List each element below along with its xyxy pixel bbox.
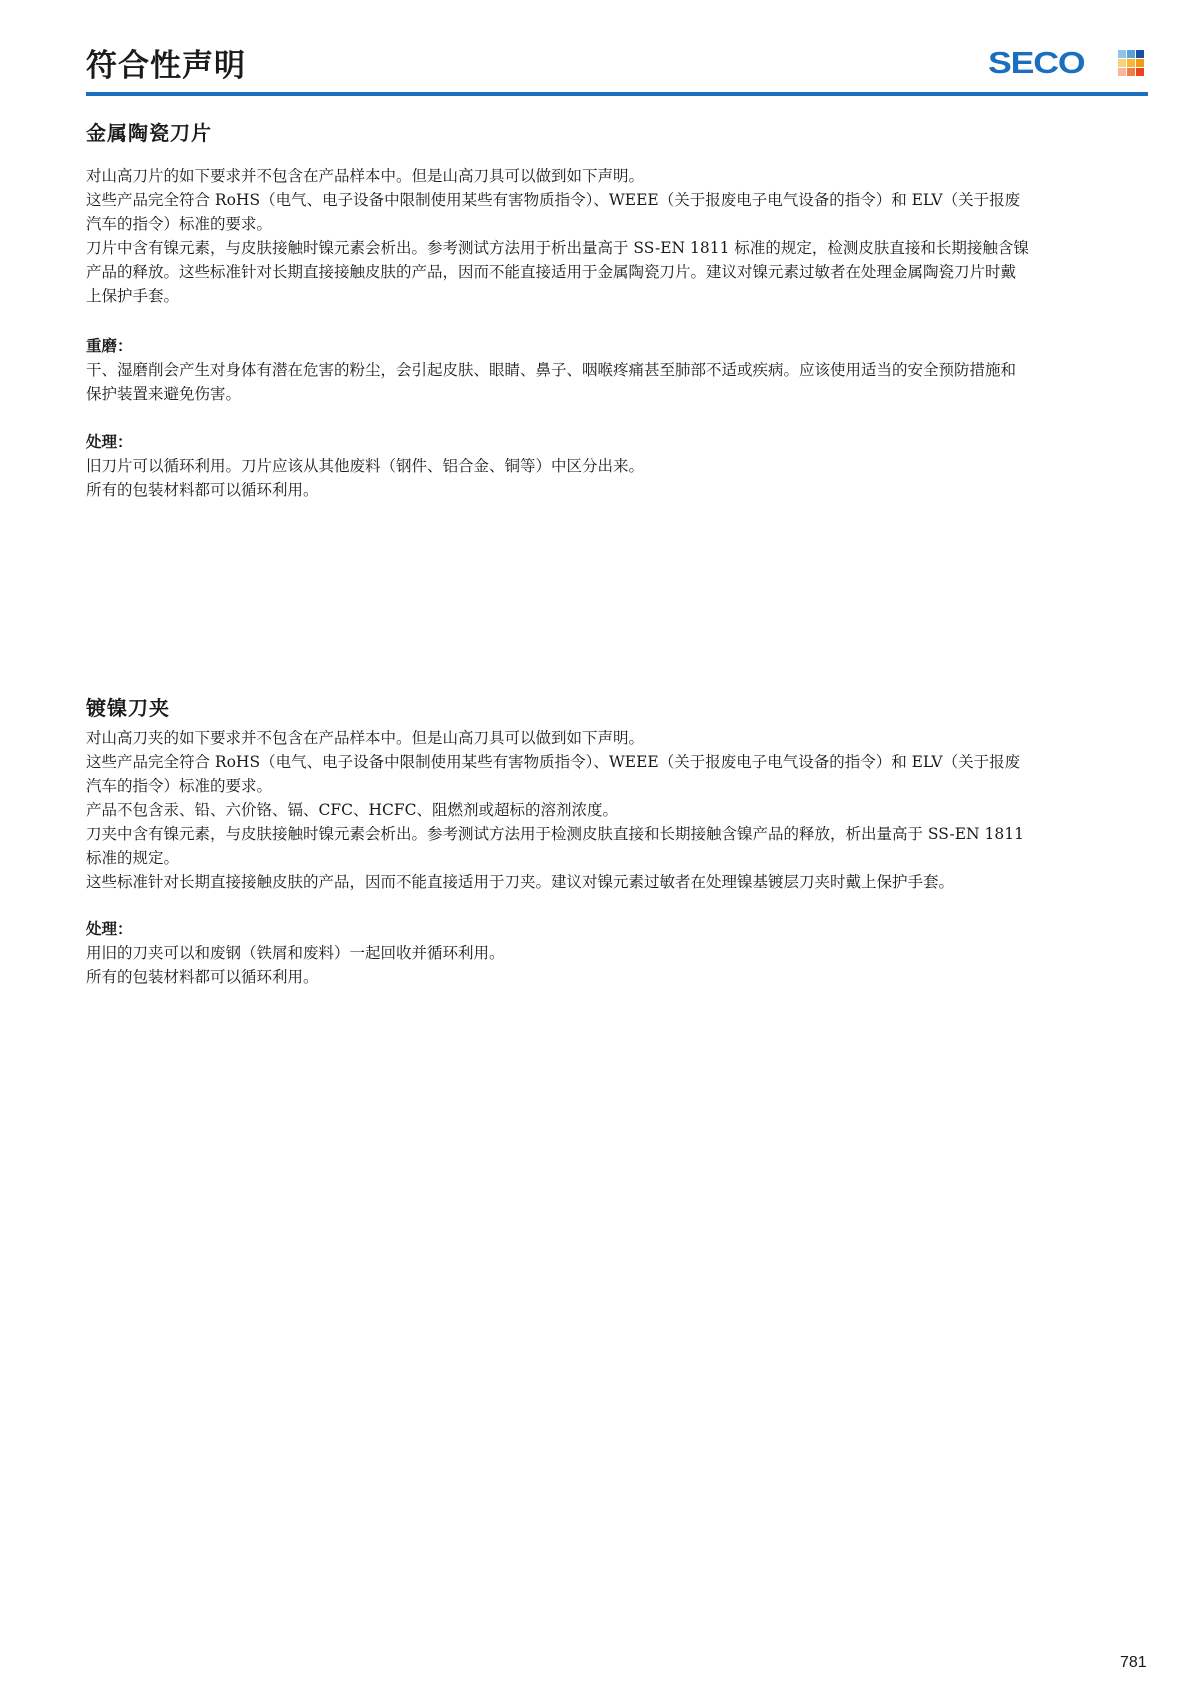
text-line: 标准的规定。: [86, 849, 180, 867]
text-line: 这些产品完全符合 RoHS（电气、电子设备中限制使用某些有害物质指令）、WEEE（关于报废电子电气设备的指令）和 ELV（关于报废: [86, 753, 1021, 771]
text-line: 这些产品完全符合 RoHS（电气、电子设备中限制使用某些有害物质指令）、WEEE（关于报废电子电气设备的指令）和 ELV（关于报废: [86, 191, 1021, 209]
page-title: 符合性声明: [86, 48, 246, 84]
text-line: 干、湿磨削会产生对身体有潜在危害的粉尘，会引起皮肤、眼睛、鼻子、咽喉疼痛甚至肺部不适或疾病。应该使用适当的安全预防措施和: [86, 361, 1017, 379]
section-heading-cermet: 金属陶瓷刀片: [86, 121, 212, 145]
holders-disposal: [86, 917, 505, 989]
cermet-intro: [86, 164, 1029, 308]
text-line: 刀片中含有镍元素，与皮肤接触时镍元素会析出。参考测试方法用于析出量高于 SS-EN 1811 标准的规定，检测皮肤直接和长期接触含镍: [86, 239, 1029, 257]
text-line: 这些标准针对长期直接接触皮肤的产品，因而不能直接适用于刀夹。建议对镍元素过敏者在处理镍基镀层刀夹时戴上保护手套。: [86, 873, 955, 891]
seco-logo: [988, 45, 1146, 80]
text-line: 旧刀片可以循环利用。刀片应该从其他废料（钢件、铝合金、铜等）中区分出来。: [86, 457, 645, 475]
text-line: 所有的包装材料都可以循环利用。: [86, 968, 319, 986]
text-line: 对山高刀片的如下要求并不包含在产品样本中。但是山高刀具可以做到如下声明。: [86, 167, 645, 185]
text-line: 所有的包装材料都可以循环利用。: [86, 481, 319, 499]
text-line: 汽车的指令）标准的要求。: [86, 777, 273, 795]
cermet-disposal: [86, 430, 644, 502]
page-number: 781: [1120, 1654, 1147, 1671]
section-heading-nickel-holders: 镀镍刀夹: [86, 696, 170, 720]
text-line: 产品的释放。这些标准针对长期直接接触皮肤的产品，因而不能直接适用于金属陶瓷刀片。建议对镍元素过敏者在处理金属陶瓷刀片时戴: [86, 263, 1017, 281]
disposal-label: 处理：: [86, 919, 133, 938]
logo-text: SECO: [988, 45, 1085, 80]
regrind-label: 重磨：: [86, 336, 133, 355]
text-line: 上保护手套。: [86, 287, 180, 305]
cermet-regrind: [86, 334, 1016, 406]
holders-intro: [86, 726, 1024, 894]
text-line: 用旧的刀夹可以和废钢（铁屑和废料）一起回收并循环利用。: [86, 944, 505, 962]
text-line: 汽车的指令）标准的要求。: [86, 215, 273, 233]
text-line: 对山高刀夹的如下要求并不包含在产品样本中。但是山高刀具可以做到如下声明。: [86, 729, 645, 747]
header-divider: [86, 92, 1148, 96]
text-line: 产品不包含汞、铅、六价铬、镉、CFC、HCFC、阻燃剂或超标的溶剂浓度。: [86, 801, 618, 819]
disposal-label: 处理：: [86, 432, 133, 451]
text-line: 保护装置来避免伤害。: [86, 385, 242, 403]
text-line: 刀夹中含有镍元素，与皮肤接触时镍元素会析出。参考测试方法用于检测皮肤直接和长期接触含镍产品的释放，析出量高于 SS-EN 1811: [86, 825, 1024, 843]
